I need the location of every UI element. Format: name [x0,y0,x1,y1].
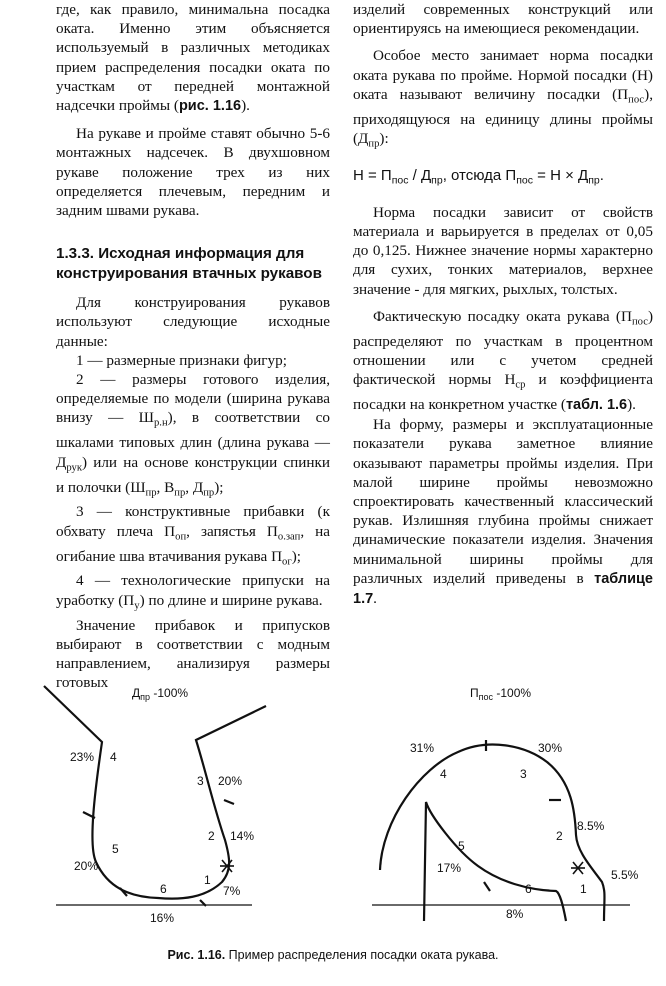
label-pct8: 8% [506,907,524,921]
label-n4-right: 4 [440,767,447,781]
label-n2-left: 2 [208,829,215,843]
label-n2-right: 2 [556,829,563,843]
paragraph-7: Норма посадки зависит от свойств материала и варьируется в пределах от 0,05 до 0,125. Нижнее значение нормы характерно для сухих, тонких материалов, верхнее значение - для мягких, рыхлых, толстых. [353,203,653,298]
label-n6-right: 6 [525,882,532,896]
label-n5-left: 5 [112,842,119,856]
list-item-4: 4 — технологические припуски на уработку $(П_у)$ по длине и ширине рукава. [56,572,330,612]
label-n5-right: 5 [458,839,465,853]
label-pct23: 23% [70,750,95,764]
label-pct20b: 20% [74,859,99,873]
paragraph-1: где, как правило, минимальна посадка оката. Именно этим объясняется используемый в различных методиках прием распределения посадки оката по участкам от передней монтажной надсечки проймы (рис. 1.16). [56,1,330,115]
paragraph-3: Для конструирования рукавов используют следующие исходные данные: [56,294,330,350]
section-heading: 1.3.3. Исходная информация для конструирования втачных рукавов [56,245,322,282]
label-n1-left: 1 [204,873,211,887]
paragraph-8: Фактическую посадку оката рукава $(П_{пос})$ распределяют по участкам в процентном отношении или с учетом средней фактической нормы $Н_{ср}$ и коэффициента посадки на конкретном участке (табл. 1.6). [353,307,653,413]
label-n1-right: 1 [580,882,587,896]
table-reference-1-6[interactable]: табл. 1.6 [565,397,628,413]
label-pct14: 14% [230,829,255,843]
label-n3-left: 3 [197,774,204,788]
label-pct17: 17% [437,861,462,875]
paragraph-4: Значение прибавок и припусков выбирают в соответствии с модным направлением, анализируя размеры готовых [56,616,330,692]
label-pct31: 31% [410,741,435,755]
list-item-3: 3 — конструктивные прибавки (к обхвату плеча $П_{оп}$, запястья $П_{о.зап}$, на огибание шва втачивания рукава $П_{ог}$); [56,503,330,568]
notch-mark [224,800,234,804]
list-item-1: 1 — размерные признаки фигур; [76,351,287,369]
left-column [56,0,330,692]
paragraph-9: На форму, размеры и эксплуатационные показатели рукава заметное влияние оказывают параметры проймы изделия. При малой ширине проймы невозможно спроектировать качественный классический рукав. Излишняя глубина проймы снижает динамические показатели изделия. Значения минимальной ширины проймы для различных изделий приведены в таблице 1.7. [353,416,653,608]
sleeve-cap-outline [380,745,605,921]
label-n4-left: 4 [110,750,117,764]
label-n3-right: 3 [520,767,527,781]
paragraph-2: На рукаве и пройме ставят обычно 5-6 монтажных надсечек. В двухшовном рукаве положение трех из них определяется плечевым, передним и задним швами рукава. [56,125,330,220]
sleeve-cap-figure [0,672,666,932]
table-reference-1-7[interactable]: таблице 1.7 [353,570,653,608]
left-title: $Д_{пр}$ -100% [132,686,189,702]
label-pct5-5: 5.5% [611,868,639,882]
list-item-2: 2 — размеры готового изделия, определяемые по модели (ширина рукава внизу — $Ш_{р.н}$), в соответствии со шкалами типовых длин (длина рукава — $Д_{рук}$) или на основе конструкции спинки и полочки ($Ш_{пр}$, $В_{пр}$, $Д_{пр}$); [56,371,330,499]
label-n6-left: 6 [160,882,167,896]
paragraph-6: Особое место занимает норма посадки оката рукава по пройме. Нормой посадки (Н) оката называют величину посадки $(П_{пос})$, приходящуюся на единицу длины проймы $(Д_{пр})$: [353,47,653,150]
right-column [353,0,653,609]
paragraph-5: изделий современных конструкций или ориентируясь на имеющиеся рекомендации. [353,1,653,38]
formula: $Н = П_{пос} / Д_{пр}$, отсюда $П_{пос} = Н \times Д_{пр}$. [353,166,604,187]
notch-mark [484,882,490,891]
figure-caption: Рис. 1.16. Пример распределения посадки оката рукава. [167,948,499,962]
star-marker-right [571,862,585,874]
label-pct30: 30% [538,741,563,755]
label-pct7: 7% [223,884,241,898]
label-pct8-5: 8.5% [577,819,605,833]
label-pct20a: 20% [218,774,243,788]
star-marker-left [220,860,234,872]
label-pct16: 16% [150,911,175,925]
right-title: $П_{пос}$ -100% [470,686,532,702]
figure-reference[interactable]: рис. 1.16 [178,98,242,115]
